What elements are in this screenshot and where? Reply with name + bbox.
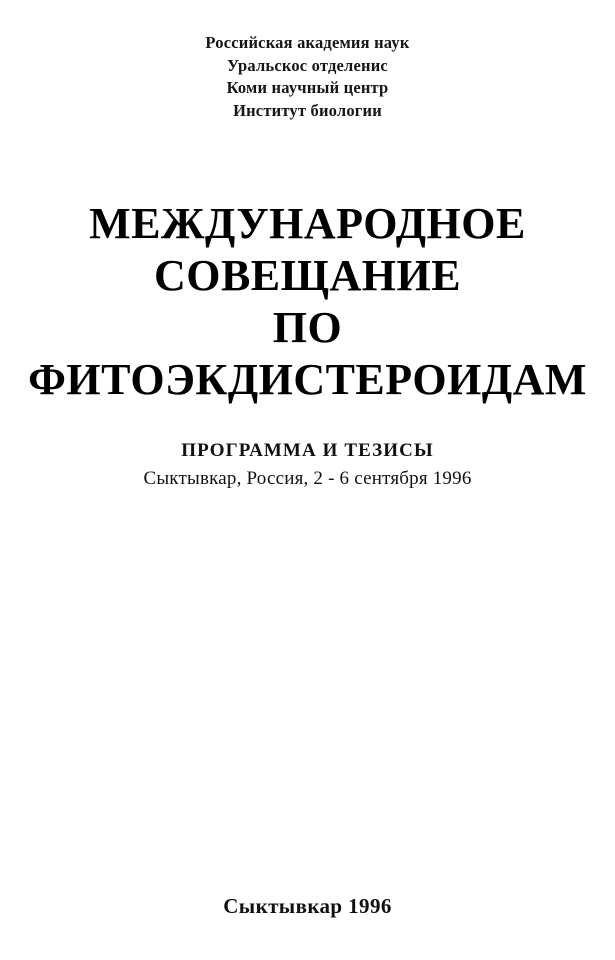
imprint-city-year: Сыктывкар 1996 — [223, 894, 392, 918]
title-line-4: ФИТОЭКДИСТЕРОИДАМ — [28, 355, 587, 404]
page-title — [0, 198, 615, 406]
affiliation-line-academy: Российская академия наук — [205, 33, 410, 52]
subtitle-kind: ПРОГРАММА И ТЕЗИСЫ — [181, 440, 434, 461]
subtitle-place-date: Сыктывкар, Россия, 2 - 6 сентября 1996 — [143, 468, 472, 489]
affiliation-line-institute: Институт биологии — [233, 100, 382, 120]
title-line-3: ПО — [272, 303, 343, 352]
subtitle-block — [0, 438, 615, 492]
title-line-1: МЕЖДУНАРОДНОЕ — [89, 199, 526, 248]
title-line-2: СОВЕЩАНИЕ — [153, 251, 462, 300]
affiliation-line-branch: Уральскос отделенис — [227, 55, 388, 75]
imprint-block — [0, 893, 615, 919]
affiliation-line-center: Коми научный центр — [226, 78, 389, 97]
affiliation-block — [0, 32, 615, 122]
